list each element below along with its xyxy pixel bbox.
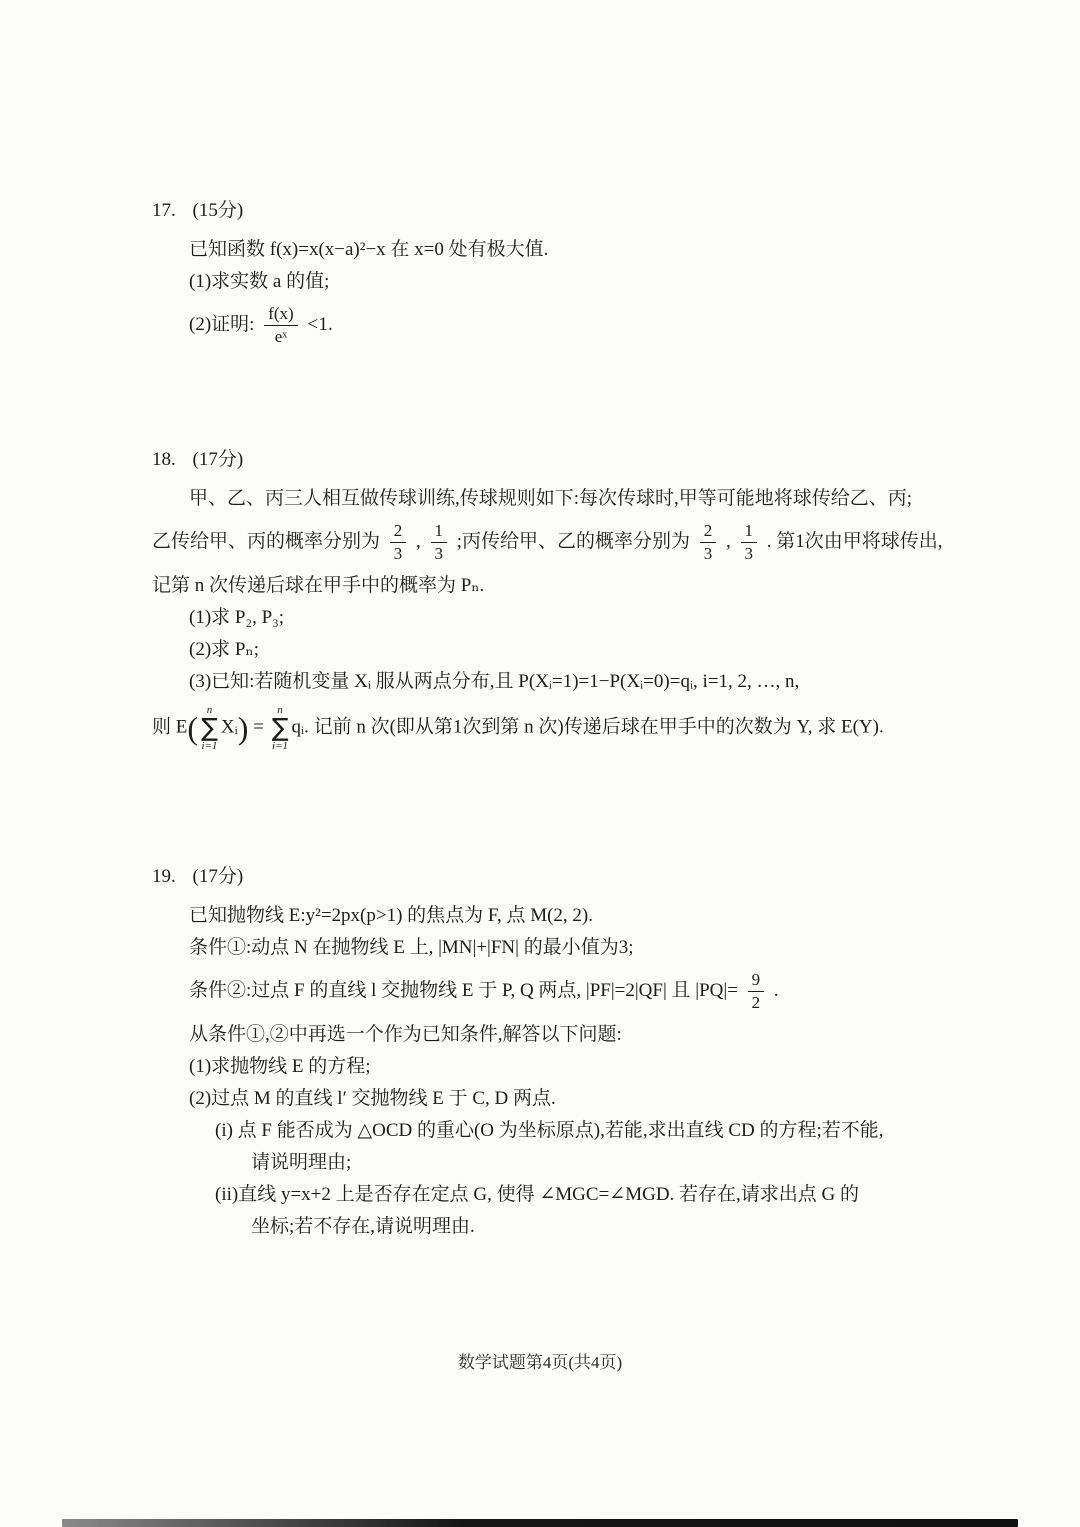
q19-choose-condition: 从条件①,②中再选一个作为已知条件,解答以下问题: bbox=[189, 1024, 622, 1046]
sum-lower-limit: i=1 bbox=[272, 740, 289, 753]
q18-line2-text1: 乙传给甲、丙的概率分别为 bbox=[152, 531, 381, 552]
question-19-points: (17分) bbox=[192, 866, 244, 888]
q19-part2-item-i-line1: (i) 点 F 能否成为 △OCD 的重心(O 为坐标原点),若能,求出直线 CD 的方程;若不能, bbox=[215, 1120, 884, 1142]
question-17-header bbox=[152, 196, 962, 226]
big-left-paren: ( bbox=[187, 710, 199, 747]
question-19-body bbox=[189, 900, 962, 1243]
sigma-symbol: ∑ bbox=[271, 713, 289, 743]
summation-xi bbox=[201, 704, 218, 752]
q18-fraction-1-3-a bbox=[431, 521, 448, 564]
fraction-numerator: 1 bbox=[741, 521, 758, 543]
fraction-denominator: 3 bbox=[434, 544, 444, 564]
fraction-denominator: eˣ bbox=[274, 327, 288, 347]
q17-part2 bbox=[189, 298, 962, 353]
q19-part2-item-ii-line2: 坐标;若不存在,请说明理由. bbox=[251, 1216, 475, 1238]
page-footer: 数学试题第4页(共4页) bbox=[457, 1353, 623, 1372]
q18-fraction-2-3-a bbox=[390, 521, 407, 564]
q19-fraction-9-2 bbox=[748, 970, 765, 1013]
q17-part2-suffix: <1. bbox=[307, 313, 333, 335]
question-19-header bbox=[152, 862, 962, 892]
fraction-denominator: 3 bbox=[393, 544, 403, 564]
sum-upper-limit: n bbox=[206, 704, 213, 717]
question-18-points: (17分) bbox=[192, 449, 244, 471]
q19-part2-item-ii-line1: (ii)直线 y=x+2 上是否存在定点 G, 使得 ∠MGC=∠MGD. 若存在,请求出点 G 的 bbox=[215, 1184, 860, 1206]
question-17 bbox=[152, 196, 962, 353]
q18-line2-text2: , bbox=[416, 531, 421, 552]
question-17-number: 17. bbox=[152, 200, 176, 221]
sigma-symbol: ∑ bbox=[201, 713, 218, 743]
fraction-numerator: 1 bbox=[431, 521, 448, 543]
question-19-number: 19. bbox=[152, 866, 176, 888]
question-18-header bbox=[152, 445, 962, 475]
q19-condition2-text2: . bbox=[773, 980, 779, 1002]
q19-intro: 已知抛物线 E:y²=2px(p>1) 的焦点为 F, 点 M(2, 2). bbox=[189, 905, 594, 927]
q18-part1: (1)求 P₂, P₃; bbox=[189, 607, 285, 629]
question-19 bbox=[152, 862, 962, 1243]
fraction-denominator: 3 bbox=[703, 544, 713, 564]
q18-fraction-2-3-b bbox=[700, 521, 717, 564]
fraction-denominator: 2 bbox=[751, 993, 761, 1013]
question-18 bbox=[152, 445, 962, 758]
question-18-body bbox=[152, 483, 962, 758]
summation-qi bbox=[272, 704, 289, 752]
question-17-body bbox=[189, 234, 962, 353]
fraction-denominator: 3 bbox=[744, 544, 754, 564]
q18-part3: (3)已知:若随机变量 Xᵢ 服从两点分布,且 P(Xᵢ=1)=1−P(Xᵢ=0)=qᵢ, i=1, 2, …, n, bbox=[189, 671, 800, 693]
fraction-numerator: 2 bbox=[390, 521, 407, 543]
fraction-numerator: 9 bbox=[748, 970, 765, 992]
q19-condition1: 条件①:动点 N 在抛物线 E 上, |MN|+|FN| 的最小值为3; bbox=[189, 937, 634, 959]
q19-part2: (2)过点 M 的直线 l′ 交抛物线 E 于 C, D 两点. bbox=[189, 1088, 556, 1110]
q18-paragraph-line3: 记第 n 次传递后球在甲手中的概率为 Pₙ. bbox=[152, 575, 485, 597]
q19-part2-item-i-line2: 请说明理由; bbox=[251, 1152, 352, 1174]
q17-part1: (1)求实数 a 的值; bbox=[189, 271, 330, 292]
scan-edge-artifact bbox=[62, 1519, 1018, 1527]
q18-sum-text1: 则 E bbox=[152, 716, 188, 738]
q17-intro: 已知函数 f(x)=x(x−a)²−x 在 x=0 处有极大值. bbox=[189, 239, 549, 260]
q18-sum-equals: = bbox=[253, 716, 264, 738]
q18-part2: (2)求 Pₙ; bbox=[189, 639, 259, 661]
q18-part3-sum-line bbox=[152, 698, 962, 758]
q19-condition2-text1: 条件②:过点 F 的直线 l 交抛物线 E 于 P, Q 两点, |PF|=2|QF| 且 |PQ|= bbox=[189, 980, 738, 1002]
sum-lower-limit: i=1 bbox=[201, 740, 218, 753]
sum-upper-limit: n bbox=[277, 704, 283, 717]
fraction-numerator: 2 bbox=[700, 521, 717, 543]
q18-paragraph-line2 bbox=[152, 515, 962, 570]
q18-fraction-1-3-b bbox=[741, 521, 758, 564]
q18-sum-text2: 记前 n 次(即从第1次到第 n 次)传递后球在甲手中的次数为 Y, 求 E(Y). bbox=[313, 716, 884, 738]
q19-condition2 bbox=[189, 964, 962, 1019]
q18-line2-text4: , bbox=[726, 531, 731, 552]
q17-fraction-fx-over-ex bbox=[264, 304, 297, 347]
question-17-points: (15分) bbox=[192, 200, 244, 221]
q18-sum-xi: Xᵢ bbox=[220, 716, 238, 738]
q18-sum-qi: qᵢ. bbox=[291, 716, 309, 738]
q17-part2-prefix: (2)证明: bbox=[189, 313, 255, 335]
q19-part1: (1)求抛物线 E 的方程; bbox=[189, 1056, 371, 1078]
q18-line2-text3: ;丙传给甲、乙的概率分别为 bbox=[456, 531, 691, 552]
fraction-numerator: f(x) bbox=[264, 304, 297, 326]
question-18-number: 18. bbox=[152, 449, 176, 471]
big-right-paren: ) bbox=[237, 710, 249, 747]
q18-paragraph-line1: 甲、乙、丙三人相互做传球训练,传球规则如下:每次传球时,甲等可能地将球传给乙、丙; bbox=[189, 488, 913, 510]
q18-line2-text5: . 第1次由甲将球传出, bbox=[766, 531, 943, 552]
